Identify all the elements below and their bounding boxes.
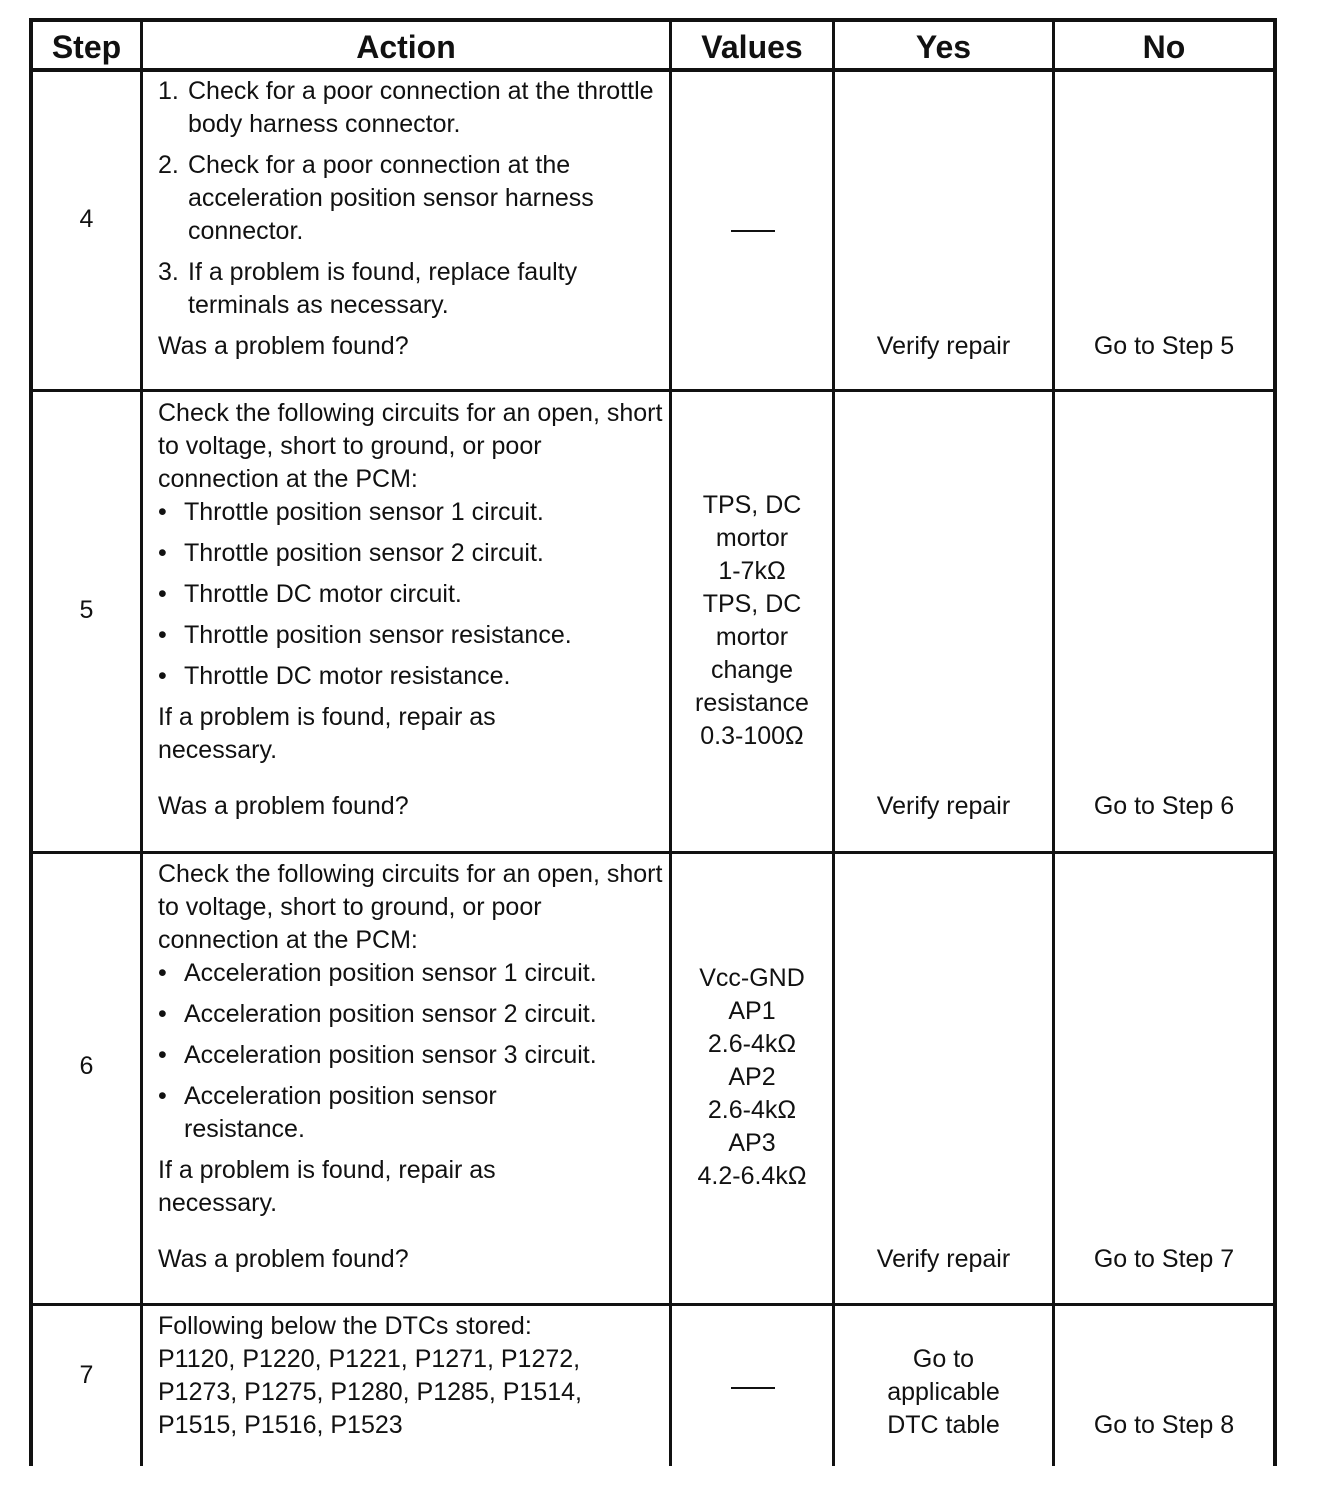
col-border-right [1273, 18, 1277, 1466]
bullet-item: • Throttle position sensor resistance. [158, 621, 572, 649]
yes-cell: Verify repair [876, 332, 1011, 360]
step-number: 4 [79, 205, 94, 233]
question-text: Was a problem found? [158, 1245, 409, 1273]
bullet-item: • Throttle position sensor 1 circuit. [158, 498, 544, 526]
bullet-item: • Throttle DC motor circuit. [158, 580, 462, 608]
intro-text: Check the following circuits for an open, short to voltage, short to ground, or poor connection at the PCM: [158, 860, 663, 954]
action-cell [158, 1310, 663, 1442]
row-5-bottom-border [29, 851, 1277, 854]
dtc-line: P1120, P1220, P1221, P1271, P1272, [158, 1345, 581, 1373]
yes-cell: Go to applicable DTC table [887, 1345, 1000, 1439]
values-cell: TPS, DC mortor 1-7kΩ TPS, DC mortor change resistance 0.3-100Ω [695, 491, 809, 750]
bullet-item: • Throttle DC motor resistance. [158, 662, 511, 690]
values-dash [731, 1387, 775, 1389]
table-top-border [29, 18, 1277, 22]
note-text: If a problem is found, repair as necessary. [158, 1156, 496, 1217]
bullet-item: • Acceleration position sensor 2 circuit. [158, 1000, 597, 1028]
dtc-line: P1273, P1275, P1280, P1285, P1514, [158, 1378, 582, 1406]
action-cell [158, 858, 663, 1220]
row-4-bottom-border [29, 389, 1277, 392]
bullet-item: • Acceleration position sensor 3 circuit. [158, 1041, 597, 1069]
col-border-step-action [140, 18, 143, 1466]
dtc-line: P1515, P1516, P1523 [158, 1411, 403, 1439]
header-values: Values [701, 28, 803, 65]
bullet-item: • Acceleration position sensor resistance. [158, 1082, 497, 1143]
step-number: 7 [79, 1361, 94, 1389]
no-cell: Go to Step 6 [1093, 792, 1235, 820]
header-yes: Yes [915, 28, 972, 65]
no-cell: Go to Step 5 [1093, 332, 1235, 360]
row-6-bottom-border [29, 1303, 1277, 1306]
step-number: 6 [79, 1052, 94, 1080]
bullet-item: • Acceleration position sensor 1 circuit. [158, 959, 597, 987]
numbered-item: 3. If a problem is found, replace faulty terminals as necessary. [158, 258, 578, 319]
yes-cell: Verify repair [876, 1245, 1011, 1273]
numbered-item: 1. Check for a poor connection at the throttle body harness connector. [158, 77, 654, 138]
header-action: Action [356, 28, 456, 65]
intro-text: Following below the DTCs stored: [158, 1312, 532, 1340]
question-text: Was a problem found? [158, 792, 409, 820]
bullet-item: • Throttle position sensor 2 circuit. [158, 539, 544, 567]
action-cell [158, 75, 663, 363]
values-dash [731, 230, 775, 232]
no-cell: Go to Step 8 [1093, 1411, 1235, 1439]
action-cell [158, 397, 663, 767]
note-text: If a problem is found, repair as necessary. [158, 703, 496, 764]
header-step: Step [51, 28, 122, 65]
step-number: 5 [79, 596, 94, 624]
values-cell: Vcc-GND AP1 2.6-4kΩ AP2 2.6-4kΩ AP3 4.2-6.4kΩ [697, 964, 807, 1190]
no-cell: Go to Step 7 [1093, 1245, 1235, 1273]
header-no: No [1142, 28, 1186, 65]
intro-text: Check the following circuits for an open, short to voltage, short to ground, or poor connection at the PCM: [158, 399, 663, 493]
yes-cell: Verify repair [876, 792, 1011, 820]
numbered-item: 2. Check for a poor connection at the acceleration position sensor harness connector. [158, 151, 594, 245]
question-text: Was a problem found? [158, 332, 409, 360]
